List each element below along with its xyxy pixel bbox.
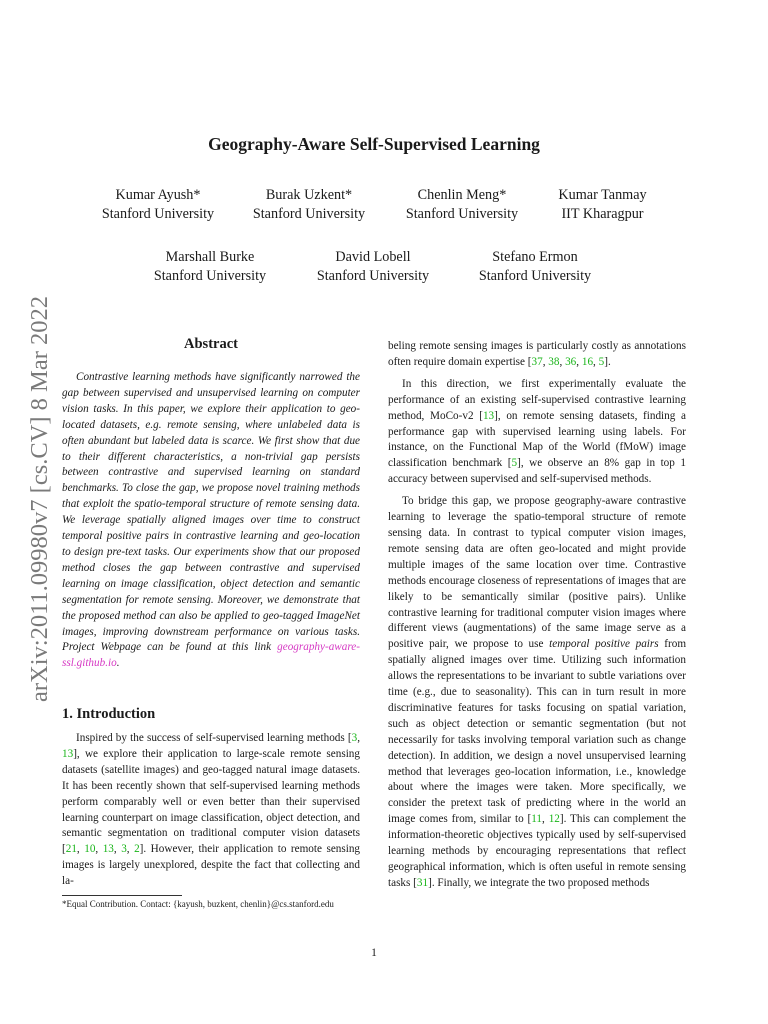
- body-text: ]. Finally, we integrate the two proposed methods: [428, 876, 650, 889]
- body-text: beling remote sensing images is particularly costly as annotations often require domain expertise [: [388, 340, 686, 368]
- citation-sep: ,: [357, 732, 360, 744]
- section-heading-introduction: 1. Introduction: [62, 706, 156, 722]
- citation[interactable]: 31: [416, 876, 429, 889]
- citation-sep: ,: [76, 843, 85, 856]
- author-block: [88, 186, 228, 223]
- intro-paragraph: [62, 731, 360, 890]
- author-affiliation: Stanford University: [405, 205, 519, 222]
- footnote-divider: [62, 895, 182, 896]
- citation[interactable]: 16: [581, 355, 594, 368]
- arxiv-identifier: [20, 274, 60, 724]
- citation[interactable]: 13: [102, 843, 114, 856]
- paper-title: Geography-Aware Self-Supervised Learning: [208, 134, 540, 154]
- right-column: [388, 339, 686, 898]
- author-block: [545, 186, 660, 223]
- citation[interactable]: 3: [121, 843, 127, 856]
- citation[interactable]: 38: [548, 355, 560, 368]
- right-paragraph: [388, 494, 686, 892]
- body-text: from spatially aligned images over time. Utilizing such information allows the representations to be invariant to subtle variations over time (e.g., due to seasonality). This can in turn result in more discriminative features for tasks focusing on spatial variation, such as object detection or semantic segmentation (but not necessarily for tasks involving temporal variation such as change detection). In addition, we design a novel unsupervised learning method that leverages geo-location information, i.e., knowledge about where the images were taken. More specifically, we consider the pretext task of predicting where in the world an image comes from, similar to [: [388, 638, 687, 826]
- citation[interactable]: 3: [351, 732, 358, 744]
- citation-sep: ,: [126, 843, 135, 856]
- author-name: David Lobell: [335, 249, 411, 265]
- author-affiliation: Stanford University: [316, 267, 430, 284]
- author-name: Kumar Ayush*: [115, 187, 201, 203]
- abstract-text: Contrastive learning methods have significantly narrowed the gap between supervised and unsupervised learning on computer vision tasks. In this paper, we explore their application to geo-located datasets, e.g. remote sensing, where unlabeled data is often abundant but labeled data is scarce. We first show that due to their different characteristics, a non-trivial gap persists between contrastive and supervised learning on standard benchmarks. To close the gap, we propose novel training methods that exploit the spatio-temporal structure of remote sensing data. We leverage spatially aligned images over time to construct temporal positive pairs in contrastive learning and geo-location to design pre-text tasks. Our experiments show that our proposed method closes the gap between contrastive and supervised learning on image classification, object detection and semantic segmentation for remote sensing. Moreover, we demonstrate that the proposed method can also be applied to geo-tagged ImageNet images, improving downstream performance on various tasks. Project Webpage can be found at this link: [62, 371, 360, 654]
- citation[interactable]: 12: [548, 813, 560, 826]
- citation[interactable]: 10: [84, 843, 96, 856]
- citation[interactable]: 13: [62, 747, 74, 760]
- right-paragraph: beling remote sensing images is particularly costly as annotations often require domain expertise [37, 38, 36, 16, 5].: [388, 340, 686, 368]
- author-name: Chenlin Meng*: [417, 187, 507, 203]
- intro-text: Inspired by the success of self-supervised learning methods [: [76, 732, 352, 744]
- author-block: [468, 248, 602, 285]
- citation[interactable]: 37: [531, 355, 543, 368]
- author-name: Kumar Tanmay: [558, 187, 647, 203]
- body-text: ], we observe an 8% gap in top 1 accuracy between supervised and self-supervised methods.: [388, 457, 687, 486]
- citation[interactable]: 5: [598, 355, 605, 368]
- citation[interactable]: 36: [565, 355, 577, 368]
- citation-sep: ,: [95, 843, 103, 856]
- citation-sep: ,: [113, 843, 122, 856]
- body-text: To bridge this gap, we propose geography-aware contrastive learning to leverage the spatio-temporal structure of remote sensing data. In contrast to typical computer vision images, remote sensing data are often geo-located and might provide multiple images of the same location over time. Contrastive methods encourage closeness of representations of images that are likely to be semantically similar (positive pairs). Unlike contrastive learning for traditional computer vision images where different views (augmentations) of the same image serve as a positive pair, we propose to use: [388, 495, 686, 651]
- citation-sep: ,: [542, 813, 549, 826]
- citation[interactable]: 11: [531, 813, 543, 826]
- intro-text: ], we explore their application to large-scale remote sensing datasets (satellite images) and geo-tagged natural image datasets. It has been recently shown that self-supervised learning methods perform comparably well or even better than their supervised learning counterpart on image classification, object detection, and semantic segmentation on traditional computer vision datasets [: [62, 747, 360, 856]
- arxiv-identifier-text: arXiv:2011.09980v7 [cs.CV] 8 Mar 2022: [26, 295, 53, 703]
- body-text: In this direction, we first experimentally evaluate the performance of an existing self-supervised contrastive learning method, MoCo-v2 [: [388, 377, 686, 422]
- author-name: Marshall Burke: [165, 249, 255, 265]
- body-text: ]. This can complement the information-theoretic objectives typically used by self-supervised learning methods by encouraging representations that reflect geographical information, which is often useful in remote sensing tasks [: [388, 813, 687, 889]
- abstract-end: .: [116, 657, 120, 670]
- author-block: [244, 186, 374, 223]
- author-affiliation: IIT Kharagpur: [561, 205, 644, 222]
- author-affiliation: Stanford University: [101, 205, 215, 222]
- citation[interactable]: 21: [65, 843, 77, 856]
- project-webpage-link[interactable]: geography-aware-ssl.github.io: [62, 641, 360, 670]
- abstract-heading: Abstract: [184, 336, 238, 352]
- right-paragraph: [388, 377, 686, 488]
- emphasis-text: temporal positive pairs: [549, 638, 659, 651]
- citation[interactable]: 13: [482, 409, 495, 422]
- body-text: ], on remote sensing datasets, finding a performance gap with supervised learning using labels. For instance, on the Functional Map of the World (fMoW) image classification benchmark [: [388, 409, 686, 470]
- body-text: ].: [604, 355, 611, 368]
- author-block: [144, 248, 276, 285]
- author-affiliation: Stanford University: [478, 267, 592, 284]
- footnote: *Equal Contribution. Contact: {kayush, buzkent, chenlin}@cs.stanford.edu: [62, 899, 334, 909]
- page-number: 1: [371, 947, 377, 959]
- author-name: Burak Uzkent*: [265, 187, 353, 203]
- abstract-body: [62, 370, 360, 672]
- author-affiliation: Stanford University: [153, 267, 267, 284]
- citation[interactable]: 2: [134, 843, 140, 856]
- author-block: [306, 248, 440, 285]
- author-name: Stefano Ermon: [492, 249, 578, 265]
- intro-text: ]. However, their application to remote sensing images is largely unexplored, despite the fact that collecting and la-: [62, 843, 361, 888]
- author-affiliation: Stanford University: [252, 205, 366, 222]
- author-block: [396, 186, 528, 223]
- citation[interactable]: 5: [511, 457, 518, 470]
